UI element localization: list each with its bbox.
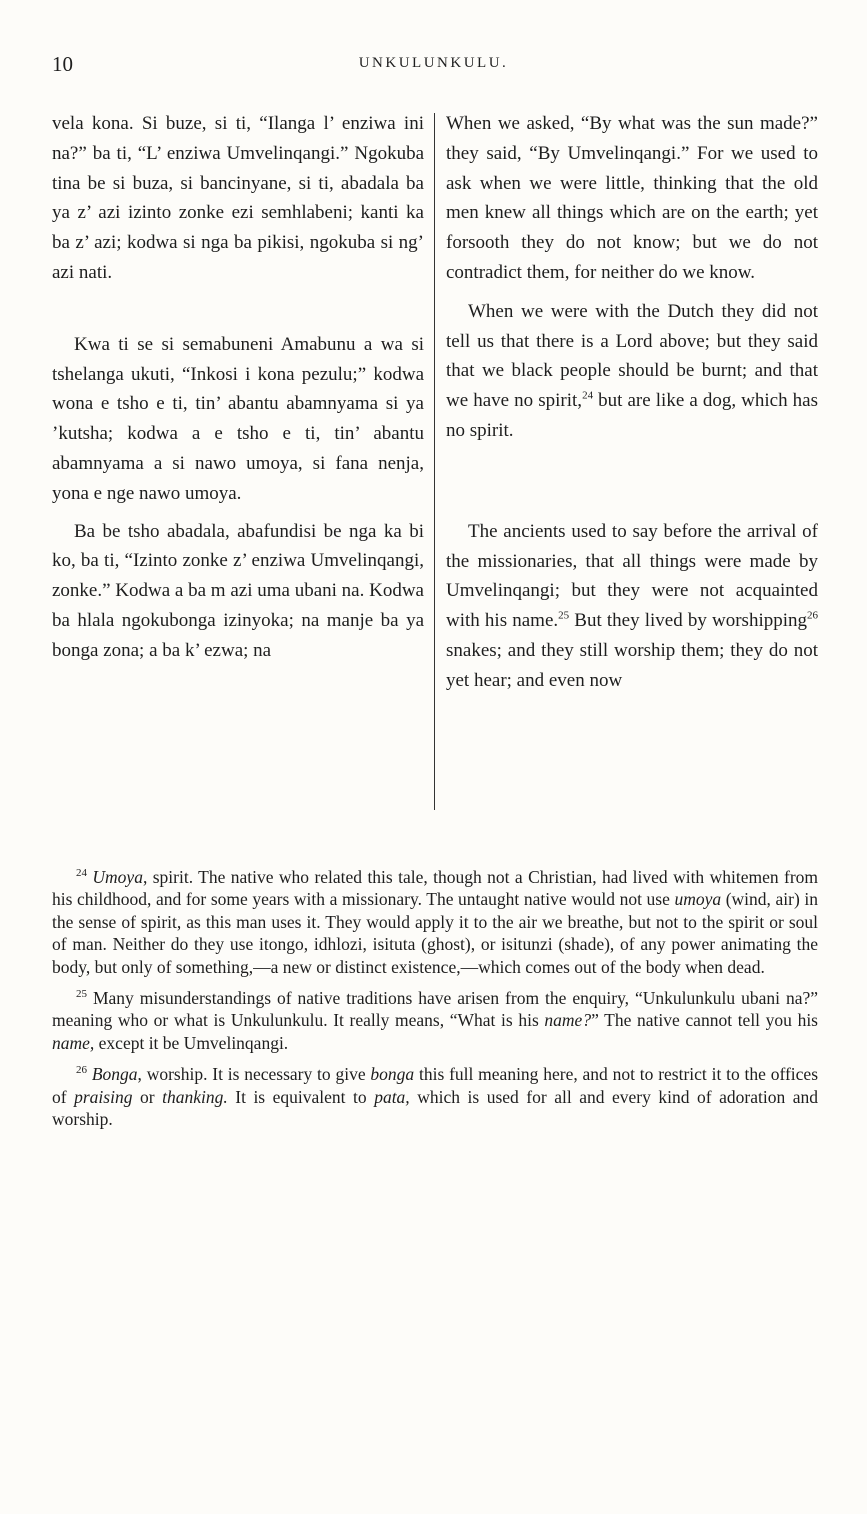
column-divider — [434, 113, 435, 810]
footnote-text: ” The native cannot tell you his — [591, 1010, 818, 1031]
paragraph-text: but are like a dog, which has no spirit. — [446, 390, 819, 441]
footnote-24 — [52, 866, 818, 978]
footnote-emphasis: thanking. — [162, 1086, 228, 1107]
footnote-emphasis: praising — [74, 1086, 133, 1107]
footnote-ref-26[interactable]: 26 — [807, 609, 818, 622]
paragraph-text: When we were with the Dutch they did not tell us that there is a Lord above; but they said that we black people should be burnt; and that we have no spirit, — [446, 300, 818, 412]
zulu-paragraph-1: vela kona. Si buze, si ti, “Ilanga l’ enziwa ini na?” ba ti, “L’ enziwa Umvelinqangi.” Ngokuba tina be si buza, si bancinyane, si ti, abadala ba ya z’ azi izinto zonke ezi semhlabeni; kanti ka ba z’ azi; kodwa si nga ba pikisi, ngokuba si ng’ azi nati. — [52, 113, 424, 283]
footnote-number: 26 — [76, 1064, 87, 1077]
footnote-emphasis: name, — [52, 1032, 95, 1053]
paragraph-text: snakes; and they still worship them; they do not yet hear; and even now — [446, 639, 818, 691]
footnote-text: , worship. It is necessary to give — [137, 1064, 371, 1085]
footnote-term: Bonga — [91, 1064, 138, 1085]
footnote-number: 25 — [76, 988, 87, 1001]
footnote-26 — [52, 1063, 818, 1130]
english-paragraph-3 — [446, 517, 818, 696]
paragraph-text: But they lived by worshipping — [569, 610, 807, 632]
footnote-number: 24 — [76, 867, 87, 880]
footnote-emphasis: pata, — [374, 1086, 410, 1107]
english-text-column — [446, 109, 818, 696]
footnote-emphasis: name? — [544, 1010, 592, 1031]
footnote-text: (wind, air) in the sense of spirit, as this man uses it. They would apply it to the air we breathe, but not to the spirit or soul of man. Neither do they use itongo, idhlozi, isituta (ghost), or isitunzi (shade), of any power animating the body, but only of something,—a new or distinct existence,—which comes out of the body when dead. — [52, 889, 819, 977]
footnotes — [52, 866, 818, 1139]
footnote-text: this full meaning here, and not to restrict it to the offices of — [52, 1064, 819, 1107]
footnote-emphasis: umoya — [674, 889, 722, 910]
zulu-paragraph-2: Kwa ti se si semabuneni Amabunu a wa si tshelanga ukuti, “Inkosi i kona pezulu;” kodwa wona e tsho e ti, tin’ abantu abamnyama si ya ’kutsha; kodwa a e tsho e ti, tin’ abantu abamnyama a si nawo umoya, si fana nenja, yona e nge nawo umoya. — [52, 333, 424, 504]
english-paragraph-2 — [446, 297, 818, 446]
footnote-term: Umoya — [92, 867, 143, 887]
footnote-ref-24[interactable]: 24 — [582, 389, 594, 402]
page-number: 10 — [52, 52, 73, 76]
footnote-text: or — [132, 1086, 163, 1107]
footnote-text: Many misunderstandings of native traditions have arisen from the enquiry, “Unkulunkulu ubani na?” meaning who or what is Unkulunkulu. It really means, “What is his — [52, 988, 819, 1031]
zulu-paragraph-3: Ba be tsho abadala, abafundisi be nga ka bi ko, ba ti, “Izinto zonke z’ enziwa Umvelinqangi, zonke.” Kodwa a ba m azi uma ubani na. Kodwa ba hlala ngokubonga izinyoka; na manje ba ya bonga zona; a ba k’ ezwa; na — [52, 520, 424, 661]
footnote-ref-25[interactable]: 25 — [558, 609, 570, 622]
footnote-text: except it be Umvelinqangi. — [94, 1032, 289, 1053]
english-paragraph-1: When we asked, “By what was the sun made?” they said, “By Umvelinqangi.” For we used to ask when we were little, thinking that the old men knew all things which are on the earth; yet forsooth they do not know; but we do not contradict them, for neither do we know. — [446, 113, 818, 283]
footnote-emphasis: bonga — [370, 1064, 415, 1085]
footnote-text: , spirit. The native who related this tale, though not a Christian, had lived with whitemen from his childhood, and for some years with a missionary. The untaught native would not use — [52, 867, 819, 910]
zulu-text-column — [52, 109, 424, 666]
running-head: UNKULUNKULU. — [358, 55, 509, 71]
footnote-25 — [52, 987, 818, 1054]
paragraph-text: The ancients used to say before the arrival of the missionaries, that all things were made by Umvelinqangi; but they were not acquainted with his name. — [446, 520, 818, 632]
footnote-text: which is used for all and every kind of adoration and worship. — [52, 1086, 819, 1130]
footnote-text: It is equivalent to — [227, 1086, 375, 1107]
